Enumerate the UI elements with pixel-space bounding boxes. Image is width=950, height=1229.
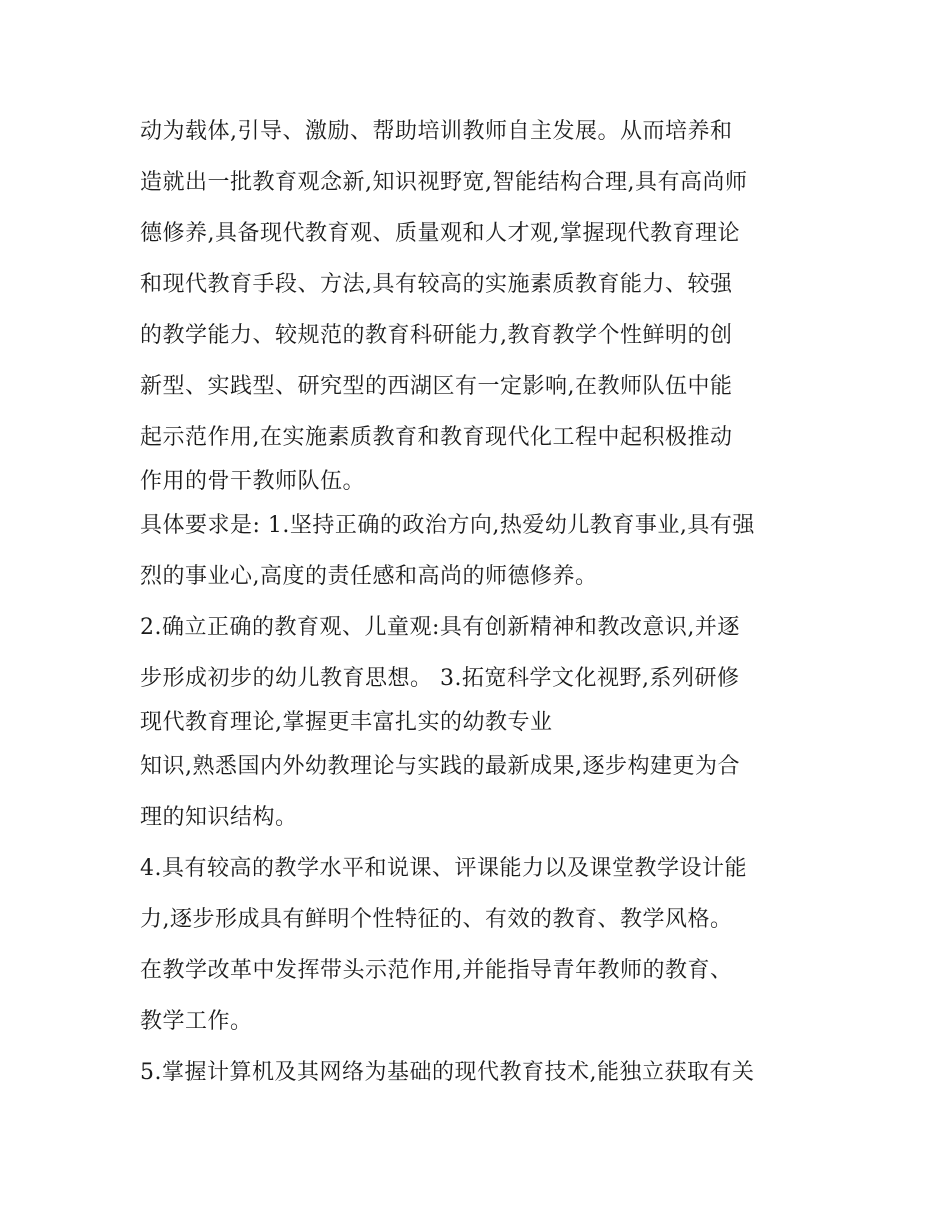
text-line: 教学工作。	[140, 1009, 253, 1034]
text-line: 在教学改革中发挥带头示范作用,并能指导青年教师的教育、	[140, 958, 733, 983]
text-line: 5.掌握计算机及其网络为基础的现代教育技术,能独立获取有关	[140, 1060, 755, 1085]
text-line: 知识,熟悉国内外幼教理论与实践的最新成果,逐步构建更为合	[140, 754, 740, 779]
text-line: 步形成初步的幼儿教育思想。 3.拓宽科学文化视野,系列研修	[140, 666, 740, 691]
text-line: 作用的骨干教师队伍。	[140, 469, 366, 494]
text-line: 烈的事业心,高度的责任感和高尚的师德修养。	[140, 564, 598, 589]
text-line: 理的知识结构。	[140, 805, 298, 830]
body-text	[140, 106, 820, 1098]
text-line: 德修养,具备现代教育观、质量观和人才观,掌握现代教育理论	[140, 221, 740, 246]
text-line: 具体要求是: 1.坚持正确的政治方向,热爱幼儿教育事业,具有强	[140, 513, 755, 538]
text-line: 起示范作用,在实施素质教育和教育现代化工程中起积极推动	[140, 425, 733, 450]
text-line: 的教学能力、较规范的教育科研能力,教育教学个性鲜明的创	[140, 323, 733, 348]
text-line: 造就出一批教育观念新,知识视野宽,智能结构合理,具有高尚师	[140, 170, 748, 195]
text-line: 力,逐步形成具有鲜明个性特征的、有效的教育、教学风格。	[140, 907, 733, 932]
text-line: 新型、实践型、研究型的西湖区有一定影响,在教师队伍中能	[140, 374, 733, 399]
text-line: 4.具有较高的教学水平和说课、评课能力以及课堂教学设计能	[140, 856, 747, 881]
text-line: 动为载体,引导、激励、帮助培训教师自主发展。从而培养和	[140, 119, 733, 144]
text-line: 2.确立正确的教育观、儿童观:具有创新精神和教改意识,并逐	[140, 615, 740, 640]
text-line: 和现代教育手段、方法,具有较高的实施素质教育能力、较强	[140, 272, 733, 297]
text-line: 现代教育理论,掌握更丰富扎实的幼教专业	[140, 710, 553, 735]
